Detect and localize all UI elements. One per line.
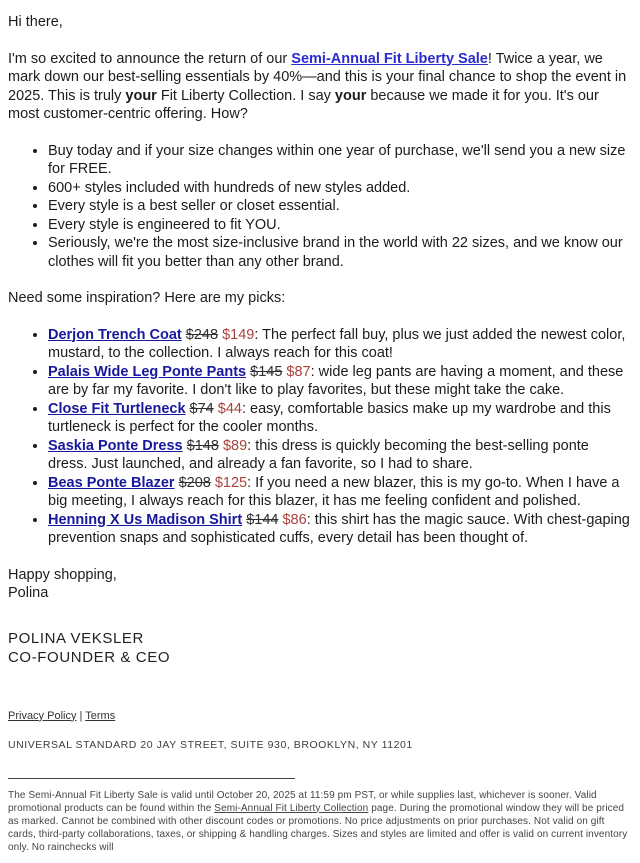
benefit-item: • Seriously, we're the most size-inclusive brand in the world with 22 sizes, and we know our clothes will fit you better than any other brand.: [48, 234, 632, 271]
benefits-list: [8, 142, 632, 272]
pick-description: : easy, comfortable basics make up my wardrobe and this turtleneck is perfect for the cooler months.: [48, 400, 611, 435]
original-price: $248: [185, 326, 219, 343]
sale-price: $89: [222, 437, 248, 454]
fine-print-post: page. During the promotional window they will be priced as marked. Cannot be combined with other discount codes or promotions. No price adjustments on prior purchases. Not valid on gift cards, third-party collaborations, taxes, or shipping & handling charges. Sizes and styles are limited and offer is valid on current inventory only. No rainchecks will: [8, 802, 628, 854]
benefit-item: • Every style is engineered to fit YOU.: [48, 216, 632, 235]
privacy-policy-link[interactable]: Privacy Policy: [8, 709, 77, 722]
footer-link-separator: |: [79, 709, 83, 722]
product-link-close-fit-turtleneck[interactable]: Close Fit Turtleneck: [48, 400, 186, 417]
footer-links: [8, 707, 632, 726]
intro-after-link: ! Twice a year, we mark down our best-selling essentials by 40%—and this is your final chance to shop the event in 2025. This is truly: [8, 50, 627, 104]
pick-item: [48, 511, 632, 548]
pick-item: [48, 326, 632, 363]
fine-print-pre: The Semi-Annual Fit Liberty Sale is valid until October 20, 2025 at 11:59 pm PST, or while supplies last, whichever is sooner. Valid promotional products can be found within the: [8, 789, 597, 814]
pick-item: [48, 363, 632, 400]
sale-price: $125: [214, 474, 248, 491]
fine-print: [8, 789, 632, 855]
pick-item: [48, 474, 632, 511]
intro-mid: Fit Liberty Collection. I say: [156, 87, 335, 104]
closing-line: Happy shopping,: [8, 566, 117, 583]
intro-bold-your-1: your: [125, 87, 157, 104]
pick-description: : wide leg pants are having a moment, and these are by far my favorite. I don't like to play favorites, but these might take the cake.: [48, 363, 624, 398]
product-link-derjon-trench-coat[interactable]: Derjon Trench Coat: [48, 326, 182, 343]
sale-price: $149: [222, 326, 255, 343]
pick-description: : this dress is quickly becoming the best-selling ponte dress. Just launched, and already a fan favorite, so I had to share.: [48, 437, 589, 472]
intro-bold-your-2: your: [334, 87, 367, 104]
product-link-beas-ponte-blazer[interactable]: Beas Ponte Blazer: [48, 474, 175, 491]
original-price: $144: [246, 511, 279, 528]
pick-item: [48, 400, 632, 437]
closing-block: [8, 566, 632, 603]
fine-print-collection-link[interactable]: Semi-Annual Fit Liberty Collection: [214, 802, 369, 814]
intro-pre-link: I'm so excited to announce the return of our: [8, 50, 292, 67]
original-price: $208: [178, 474, 211, 491]
benefit-item: • Every style is a best seller or closet essential.: [48, 197, 632, 216]
greeting-text: Hi there,: [8, 14, 63, 30]
intro-end: because we made it for you. It's our most customer-centric offering. How?: [8, 87, 599, 122]
intro-paragraph: [8, 50, 632, 124]
original-price: $148: [186, 437, 219, 454]
pick-description: : The perfect fall buy, plus we just added the newest color, mustard, to the collection. I always reach for this coat!: [48, 326, 626, 361]
sale-price: $86: [282, 511, 307, 528]
benefit-item: • 600+ styles included with hundreds of new styles added.: [48, 179, 632, 198]
inspiration-heading: Need some inspiration? Here are my picks:: [8, 290, 286, 306]
product-link-palais-wide-leg-ponte-pants[interactable]: Palais Wide Leg Ponte Pants: [48, 363, 247, 380]
pick-description: : If you need a new blazer, this is my go-to. When I have a big meeting, I always reach for this blazer, it has me feeling confident and polished.: [48, 474, 620, 509]
terms-link[interactable]: Terms: [85, 709, 116, 722]
pick-item: [48, 437, 632, 474]
signature-title: CO-FOUNDER & CEO: [8, 648, 171, 666]
benefit-item: • Buy today and if your size changes within one year of purchase, we'll send you a new size for FREE.: [48, 142, 632, 179]
product-link-saskia-ponte-dress[interactable]: Saskia Ponte Dress: [48, 437, 183, 454]
signature-block: [8, 629, 632, 667]
sale-price: $44: [217, 400, 242, 417]
sale-price: $87: [286, 363, 311, 380]
original-price: $74: [189, 400, 214, 417]
fit-liberty-sale-link[interactable]: Semi-Annual Fit Liberty Sale: [291, 50, 488, 67]
signature-name: POLINA VEKSLER: [8, 629, 144, 647]
product-link-henning-x-us-madison-shirt[interactable]: Henning X Us Madison Shirt: [48, 511, 243, 528]
original-price: $145: [250, 363, 283, 380]
picks-list: [8, 326, 632, 548]
pick-description: : this shirt has the magic sauce. With chest-gaping prevention snaps and sophisticated cuffs, every detail has been thought of.: [48, 511, 630, 546]
company-address: UNIVERSAL STANDARD 20 JAY STREET, SUITE 930, BROOKLYN, NY 11201: [8, 739, 413, 751]
footer-divider: [8, 778, 295, 779]
closing-name: Polina: [8, 585, 49, 601]
